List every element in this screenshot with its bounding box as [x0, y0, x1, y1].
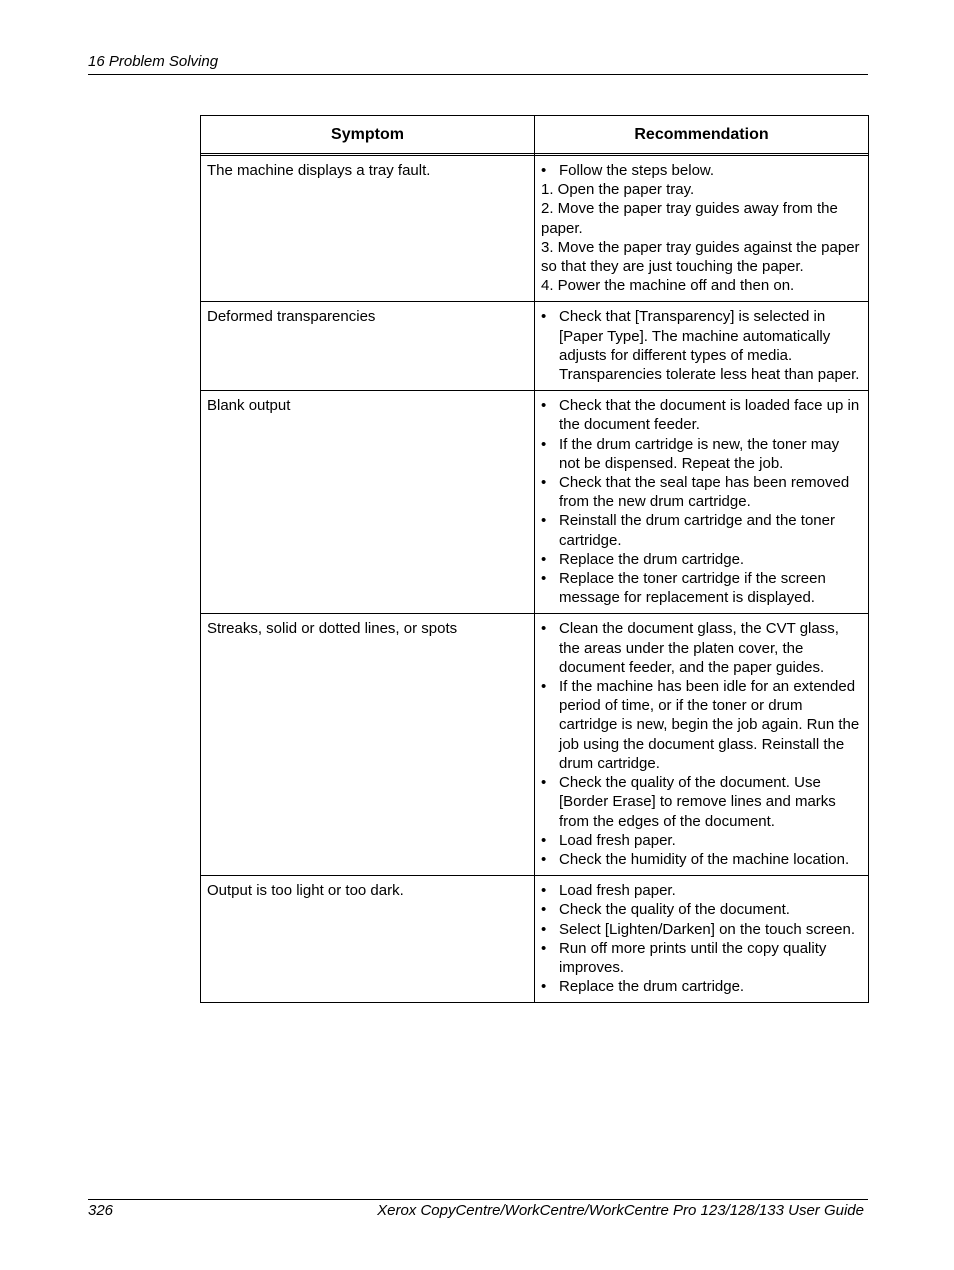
recommendation-step-item: 3. Move the paper tray guides against the paper so that they are just touching the paper. [541, 238, 860, 276]
table-row [201, 156, 869, 302]
recommendation-bullet-item: • Replace the drum cartridge. [541, 550, 862, 569]
recommendation-cell [535, 391, 869, 614]
column-header-symptom: Symptom [201, 116, 535, 154]
symptom-cell: Output is too light or too dark. [201, 876, 535, 1003]
recommendation-bullet-item: • Check that the document is loaded face up in the document feeder. [541, 396, 862, 434]
recommendation-list [541, 161, 862, 295]
recommendation-list [541, 396, 862, 607]
problem-solving-table [200, 115, 869, 1003]
recommendation-bullet-item: • Check that the seal tape has been removed from the new drum cartridge. [541, 473, 862, 511]
recommendation-bullet-item: • Load fresh paper. [541, 881, 862, 900]
recommendation-bullet-item: • Run off more prints until the copy quality improves. [541, 939, 862, 977]
recommendation-bullet-item: • Clean the document glass, the CVT glass, the areas under the platen cover, the document feeder, and the paper guides. [541, 619, 862, 677]
footer-divider [88, 1199, 868, 1200]
recommendation-bullet-item: • If the machine has been idle for an extended period of time, or if the toner or drum cartridge is new, begin the job again. Run the job using the document glass. Reinstall the drum cartridge. [541, 677, 862, 773]
page-number: 326 [88, 1202, 114, 1219]
recommendation-bullet-item: • Follow the steps below. [541, 161, 862, 180]
recommendation-step-item: 1. Open the paper tray. [541, 181, 695, 199]
running-header: 16 Problem Solving [88, 53, 219, 70]
recommendation-bullet-item: • Load fresh paper. [541, 831, 862, 850]
recommendation-list [541, 307, 862, 384]
symptom-cell: Blank output [201, 391, 535, 614]
guide-title: Xerox CopyCentre/WorkCentre/WorkCentre Pro 123/128/133 User Guide [377, 1202, 864, 1219]
recommendation-cell [535, 876, 869, 1003]
recommendation-step-item: 2. Move the paper tray guides away from the paper. [541, 200, 838, 237]
recommendation-bullet-item: • Check that [Transparency] is selected in [Paper Type]. The machine automatically adjusts for different types of media. Transparencies tolerate less heat than paper. [541, 307, 862, 384]
recommendation-bullet-item: • Check the quality of the document. [541, 900, 862, 919]
table-row [201, 391, 869, 614]
table-row [201, 876, 869, 1003]
recommendation-cell [535, 614, 869, 876]
table-row [201, 614, 869, 876]
recommendation-bullet-item: • Check the quality of the document. Use [Border Erase] to remove lines and marks from the edges of the document. [541, 773, 862, 831]
table-row [201, 302, 869, 391]
recommendation-bullet-item: • Replace the drum cartridge. [541, 977, 862, 996]
recommendation-bullet-item: • Check the humidity of the machine location. [541, 850, 862, 869]
column-header-recommendation: Recommendation [535, 116, 869, 154]
symptom-cell: Deformed transparencies [201, 302, 535, 391]
recommendation-bullet-item: • Select [Lighten/Darken] on the touch screen. [541, 920, 862, 939]
recommendation-bullet-item: • Reinstall the drum cartridge and the toner cartridge. [541, 511, 862, 549]
table-body [201, 156, 869, 1003]
recommendation-step-item: 4. Power the machine off and then on. [541, 277, 795, 295]
recommendation-bullet-item: • If the drum cartridge is new, the toner may not be dispensed. Repeat the job. [541, 435, 862, 473]
recommendation-cell [535, 156, 869, 302]
recommendation-list [541, 619, 862, 869]
header-divider [88, 74, 868, 75]
recommendation-bullet-item: • Replace the toner cartridge if the screen message for replacement is displayed. [541, 569, 862, 607]
recommendation-cell [535, 302, 869, 391]
table-header-row [201, 116, 869, 154]
recommendation-list [541, 881, 862, 996]
symptom-cell: Streaks, solid or dotted lines, or spots [201, 614, 535, 876]
symptom-cell: The machine displays a tray fault. [201, 156, 535, 302]
